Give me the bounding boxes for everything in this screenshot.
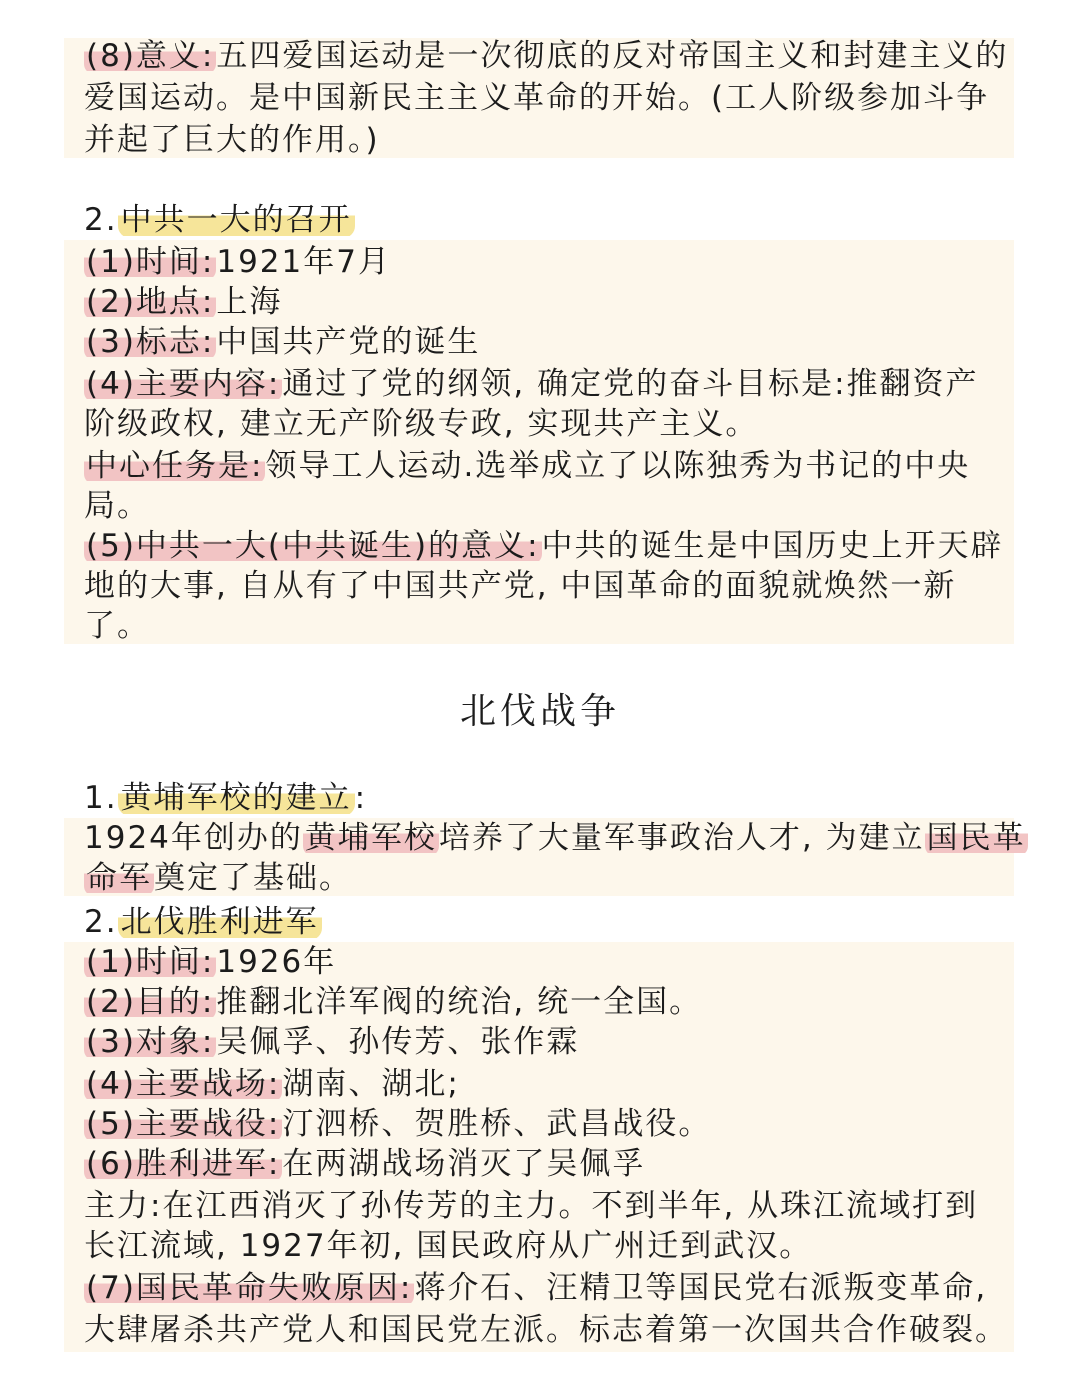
note-line: [84, 858, 352, 898]
heading-text: 黄埔军校的建立: [118, 780, 355, 816]
note-line: 局。: [84, 488, 150, 524]
page-title: 北伐战争: [459, 691, 620, 732]
note-line: [84, 1104, 711, 1144]
section-heading: [84, 200, 355, 240]
highlight-label: (4)主要战场:: [86, 1066, 281, 1102]
note-line: 并起了巨大的作用。): [84, 122, 380, 158]
highlight-label: (5)主要战役:: [86, 1106, 281, 1142]
note-text: 吴佩孚、孙传芳、张作霖: [216, 1024, 580, 1060]
note-text: 中国共产党的诞生: [216, 324, 481, 360]
note-line: [84, 242, 391, 282]
highlight-label: (2)目的:: [86, 984, 215, 1020]
note-text: 通过了党的纲领, 确定党的奋斗目标是:推翻资产: [282, 366, 979, 402]
note-line: [84, 1064, 460, 1104]
highlight-label: (1)时间:: [86, 244, 215, 280]
note-line: 长江流域, 1927年初, 国民政府从广州迁到武汉。: [84, 1228, 813, 1264]
highlight-label: (3)标志:: [86, 324, 215, 360]
highlight-label: (4)主要内容:: [86, 366, 281, 402]
highlight-term: 命军: [86, 860, 152, 896]
highlight-term: 国民革: [926, 820, 1026, 856]
note-line: [84, 322, 480, 362]
heading-number: 2.: [84, 904, 118, 940]
note-line: [84, 282, 282, 322]
highlight-label: 中心任务是:: [86, 448, 264, 484]
note-line: [84, 1268, 987, 1308]
note-line: [84, 942, 336, 982]
note-text: 培养了大量军事政治人才, 为建立: [438, 820, 925, 856]
note-line: [84, 446, 970, 486]
heading-text: 北伐胜利进军: [118, 904, 322, 940]
note-text: 蒋介石、汪精卫等国民党右派叛变革命,: [414, 1270, 988, 1306]
heading-number: 1.: [84, 780, 118, 816]
note-text: 上海: [216, 284, 283, 320]
note-text: 五四爱国运动是一次彻底的反对帝国主义和封建主义的: [216, 38, 1009, 74]
note-text: 1924年创办的: [84, 820, 303, 856]
note-text: 汀泗桥、贺胜桥、武昌战役。: [282, 1106, 712, 1142]
note-line: [84, 1022, 579, 1062]
note-line: 阶级政权, 建立无产阶级专政, 实现共产主义。: [84, 406, 759, 442]
note-text: 1921年7月: [216, 244, 391, 280]
note-line: 主力:在江西消灭了孙传芳的主力。不到半年, 从珠江流域打到: [84, 1188, 979, 1224]
heading-number: 2.: [84, 202, 118, 238]
note-line: [84, 818, 1028, 858]
note-text: 领导工人运动.选举成立了以陈独秀为书记的中央: [265, 448, 971, 484]
highlight-label: (8)意义:: [86, 38, 215, 74]
highlight-label: (5)中共一大(中共诞生)的意义:: [86, 528, 540, 564]
note-line: [84, 36, 1008, 76]
note-text: 中共的诞生是中国历史上开天辟: [541, 528, 1004, 564]
note-text: 奠定了基础。: [154, 860, 352, 896]
note-line: [84, 364, 979, 404]
heading-colon: :: [354, 780, 368, 816]
note-text: 推翻北洋军阀的统治, 统一全国。: [216, 984, 703, 1020]
note-line: [84, 1144, 645, 1184]
section-heading: [84, 778, 367, 818]
highlight-label: (7)国民革命失败原因:: [86, 1270, 413, 1306]
note-line: [84, 526, 1004, 566]
highlight-term: 黄埔军校: [304, 820, 437, 856]
highlight-label: (2)地点:: [86, 284, 215, 320]
section-heading: [84, 902, 322, 942]
note-line: 大肆屠杀共产党人和国民党左派。标志着第一次国共合作破裂。: [84, 1312, 1008, 1348]
note-text: 湖南、湖北;: [282, 1066, 460, 1102]
highlight-label: (6)胜利进军:: [86, 1146, 281, 1182]
note-line: 地的大事, 自从有了中国共产党, 中国革命的面貌就焕然一新: [84, 568, 957, 604]
note-line: 爱国运动。是中国新民主主义革命的开始。(工人阶级参加斗争: [84, 80, 990, 116]
note-text: 1926年: [216, 944, 337, 980]
note-line: 了。: [84, 608, 150, 644]
heading-text: 中共一大的召开: [118, 202, 355, 238]
note-line: [84, 982, 702, 1022]
highlight-label: (1)时间:: [86, 944, 215, 980]
note-text: 在两湖战场消灭了吴佩孚: [282, 1146, 646, 1182]
highlight-label: (3)对象:: [86, 1024, 215, 1060]
